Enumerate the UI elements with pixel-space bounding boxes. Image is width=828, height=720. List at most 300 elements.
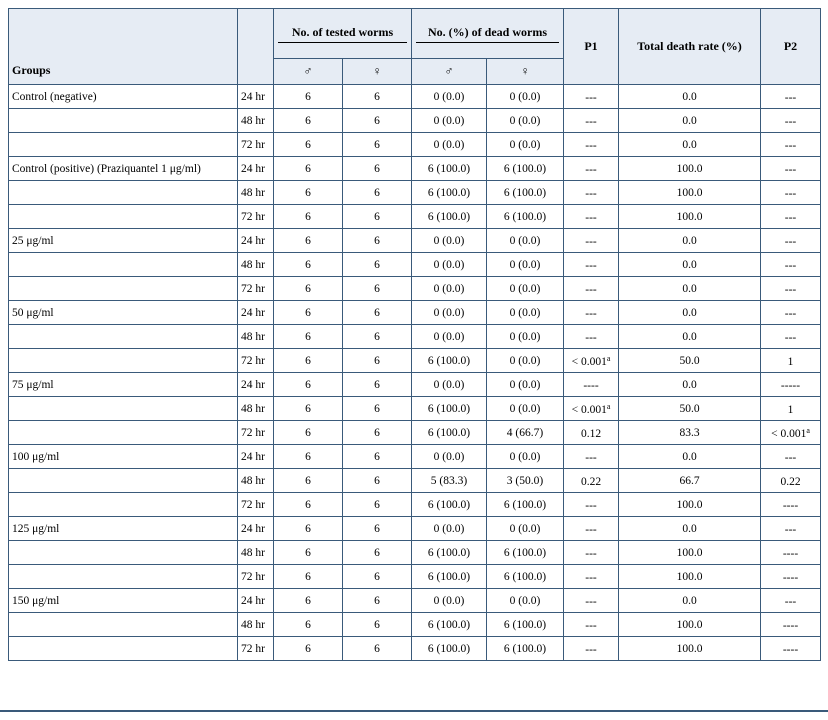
- dead-male-cell-text: 5 (83.3): [430, 474, 468, 487]
- p1-cell: [564, 229, 619, 253]
- total-death-rate-cell-text: 100.0: [676, 570, 703, 583]
- dead-female-cell: [487, 133, 564, 157]
- p2-cell-text: ---: [784, 595, 797, 608]
- bottom-rule: [0, 710, 828, 712]
- dead-male-cell: [412, 493, 487, 517]
- tested-female-cell: [343, 109, 412, 133]
- dead-female-cell-text: 4 (66.7): [506, 426, 544, 439]
- total-death-rate-cell-text: 100.0: [676, 210, 703, 223]
- total-death-rate-cell: [619, 301, 761, 325]
- group-cell-text: 25 μg/ml: [12, 234, 54, 247]
- p1-cell: [564, 325, 619, 349]
- dead-female-cell-text: 0 (0.0): [509, 354, 541, 367]
- total-death-rate-cell: [619, 565, 761, 589]
- tested-female-cell: [343, 277, 412, 301]
- dead-female-cell: [487, 493, 564, 517]
- p1-cell: [564, 565, 619, 589]
- p2-cell: [761, 469, 821, 493]
- dead-male-cell: [412, 445, 487, 469]
- tested-male-cell: [274, 109, 343, 133]
- dead-male-cell-text: 6 (100.0): [427, 642, 471, 655]
- dead-male-cell-text: 6 (100.0): [427, 162, 471, 175]
- p2-cell-text: ---: [784, 283, 797, 296]
- dead-female-cell: [487, 541, 564, 565]
- group-cell: [9, 565, 238, 589]
- dead-male-cell: [412, 301, 487, 325]
- dead-female-cell-text: 0 (0.0): [509, 306, 541, 319]
- p1-cell-text: ---: [585, 139, 597, 152]
- total-death-rate-cell: [619, 589, 761, 613]
- header-time-blank: [238, 9, 274, 85]
- header-dead-worms-label: No. (%) of dead worms: [416, 25, 559, 43]
- p2-cell: [761, 85, 821, 109]
- dead-male-cell: [412, 397, 487, 421]
- tested-male-cell: [274, 373, 343, 397]
- tested-male-cell: [274, 277, 343, 301]
- total-death-rate-cell: [619, 229, 761, 253]
- total-death-rate-cell-text: 100.0: [676, 186, 703, 199]
- table-row: [9, 421, 821, 445]
- tested-male-cell-text: 6: [305, 570, 311, 583]
- table-header: [9, 9, 821, 85]
- total-death-rate-cell: [619, 469, 761, 493]
- total-death-rate-cell-text: 0.0: [682, 450, 697, 463]
- group-cell: [9, 613, 238, 637]
- table-row: [9, 589, 821, 613]
- tested-female-cell: [343, 181, 412, 205]
- table-row: [9, 469, 821, 493]
- dead-male-cell: [412, 469, 487, 493]
- p2-cell: [761, 421, 821, 445]
- tested-male-cell: [274, 637, 343, 661]
- time-cell: [238, 637, 274, 661]
- tested-female-cell-text: 6: [374, 426, 380, 439]
- tested-male-cell: [274, 421, 343, 445]
- time-cell: [238, 565, 274, 589]
- group-cell: [9, 325, 238, 349]
- p1-cell: [564, 445, 619, 469]
- p1-cell: [564, 589, 619, 613]
- p1-cell-text: ---: [585, 211, 597, 224]
- group-cell-text: Control (positive) (Praziquantel 1 μg/ml): [12, 162, 201, 175]
- group-cell: [9, 517, 238, 541]
- tested-female-cell-text: 6: [374, 522, 380, 535]
- p2-cell: [761, 589, 821, 613]
- p2-cell-text: 0.22: [780, 475, 801, 488]
- p2-cell-text: 1: [787, 403, 794, 416]
- tested-male-cell: [274, 181, 343, 205]
- tested-male-cell-text: 6: [305, 234, 311, 247]
- p2-cell-text: ----: [782, 643, 799, 656]
- time-cell-text: 48 hr: [241, 474, 265, 487]
- group-cell: [9, 445, 238, 469]
- group-cell: [9, 373, 238, 397]
- tested-female-cell: [343, 349, 412, 373]
- time-cell-text: 72 hr: [241, 498, 265, 511]
- p1-cell: [564, 109, 619, 133]
- group-cell: [9, 277, 238, 301]
- tested-female-cell: [343, 445, 412, 469]
- tested-male-cell-text: 6: [305, 594, 311, 607]
- tested-female-cell-text: 6: [374, 450, 380, 463]
- dead-male-cell-text: 0 (0.0): [433, 378, 465, 391]
- tested-female-cell: [343, 637, 412, 661]
- dead-female-cell: [487, 301, 564, 325]
- tested-female-cell: [343, 229, 412, 253]
- tested-female-cell-text: 6: [374, 546, 380, 559]
- dead-female-cell: [487, 397, 564, 421]
- tested-female-cell: [343, 421, 412, 445]
- tested-male-cell-text: 6: [305, 90, 311, 103]
- dead-male-cell-text: 6 (100.0): [427, 354, 471, 367]
- p2-cell: [761, 157, 821, 181]
- group-cell-text: 50 μg/ml: [12, 306, 54, 319]
- dead-female-cell-text: 6 (100.0): [503, 570, 547, 583]
- dead-male-cell: [412, 637, 487, 661]
- header-dead-worms: [412, 9, 564, 59]
- p2-cell-text: ---: [784, 523, 797, 536]
- time-cell: [238, 397, 274, 421]
- total-death-rate-cell-text: 83.3: [679, 426, 700, 439]
- dead-male-cell-text: 0 (0.0): [433, 234, 465, 247]
- dead-male-cell-text: 6 (100.0): [427, 210, 471, 223]
- total-death-rate-cell: [619, 493, 761, 517]
- p2-cell: [761, 541, 821, 565]
- dead-male-cell-text: 0 (0.0): [433, 114, 465, 127]
- p1-cell: [564, 373, 619, 397]
- p1-cell: [564, 613, 619, 637]
- tested-male-cell: [274, 253, 343, 277]
- group-cell: [9, 205, 238, 229]
- significance-marker: a: [806, 425, 810, 435]
- time-cell-text: 24 hr: [241, 378, 265, 391]
- p2-cell-text: ---: [784, 91, 797, 104]
- time-cell: [238, 253, 274, 277]
- p2-cell: [761, 493, 821, 517]
- total-death-rate-cell: [619, 541, 761, 565]
- dead-male-cell-text: 6 (100.0): [427, 426, 471, 439]
- dead-female-cell-text: 6 (100.0): [503, 546, 547, 559]
- tested-male-cell: [274, 541, 343, 565]
- table-row: [9, 517, 821, 541]
- time-cell: [238, 85, 274, 109]
- total-death-rate-cell-text: 50.0: [679, 354, 700, 367]
- dead-male-cell: [412, 229, 487, 253]
- p2-cell-text: ---: [784, 259, 797, 272]
- time-cell: [238, 373, 274, 397]
- time-cell: [238, 517, 274, 541]
- dead-male-cell: [412, 565, 487, 589]
- tested-female-cell-text: 6: [374, 498, 380, 511]
- dead-female-cell-text: 0 (0.0): [509, 330, 541, 343]
- dead-female-cell-text: 0 (0.0): [509, 138, 541, 151]
- time-cell-text: 48 hr: [241, 258, 265, 271]
- p2-cell-text: ----: [782, 619, 799, 632]
- group-cell-text: 150 μg/ml: [12, 594, 60, 607]
- table-row: [9, 181, 821, 205]
- tested-male-cell-text: 6: [305, 522, 311, 535]
- p2-cell-text: ---: [784, 331, 797, 344]
- p2-cell: [761, 205, 821, 229]
- group-cell: [9, 133, 238, 157]
- dead-male-cell-text: 0 (0.0): [433, 522, 465, 535]
- dead-female-cell: [487, 85, 564, 109]
- tested-male-cell-text: 6: [305, 114, 311, 127]
- dead-female-cell-text: 0 (0.0): [509, 450, 541, 463]
- time-cell-text: 24 hr: [241, 234, 265, 247]
- p1-cell: [564, 493, 619, 517]
- p1-cell: [564, 277, 619, 301]
- time-cell: [238, 325, 274, 349]
- total-death-rate-cell-text: 0.0: [682, 522, 697, 535]
- tested-female-cell: [343, 397, 412, 421]
- p2-cell-text: ----: [782, 547, 799, 560]
- tested-male-cell-text: 6: [305, 426, 311, 439]
- table-row: [9, 133, 821, 157]
- p2-cell: [761, 445, 821, 469]
- table-row: [9, 397, 821, 421]
- group-cell: [9, 85, 238, 109]
- group-cell: [9, 637, 238, 661]
- table-body: [9, 85, 821, 661]
- p2-cell: [761, 613, 821, 637]
- p1-cell-text: ---: [585, 235, 597, 248]
- time-cell-text: 48 hr: [241, 546, 265, 559]
- dead-female-cell-text: 6 (100.0): [503, 642, 547, 655]
- dead-female-cell-text: 0 (0.0): [509, 234, 541, 247]
- time-cell-text: 72 hr: [241, 426, 265, 439]
- dead-female-cell-text: 0 (0.0): [509, 378, 541, 391]
- group-cell: [9, 109, 238, 133]
- dead-male-cell-text: 0 (0.0): [433, 138, 465, 151]
- dead-female-cell: [487, 373, 564, 397]
- dead-female-cell: [487, 181, 564, 205]
- time-cell: [238, 277, 274, 301]
- p1-cell-text: < 0.001: [571, 355, 607, 368]
- total-death-rate-cell: [619, 253, 761, 277]
- p1-cell-text: ---: [585, 451, 597, 464]
- p2-cell: [761, 517, 821, 541]
- total-death-rate-cell: [619, 109, 761, 133]
- header-p2: P2: [761, 9, 821, 85]
- total-death-rate-cell-text: 100.0: [676, 642, 703, 655]
- p2-cell-text: ----: [782, 499, 799, 512]
- tested-female-cell: [343, 589, 412, 613]
- p1-cell-text: ---: [585, 187, 597, 200]
- tested-female-cell: [343, 85, 412, 109]
- total-death-rate-cell: [619, 637, 761, 661]
- p2-cell-text: ---: [784, 163, 797, 176]
- tested-female-cell-text: 6: [374, 114, 380, 127]
- total-death-rate-cell: [619, 181, 761, 205]
- tested-female-cell: [343, 469, 412, 493]
- total-death-rate-cell-text: 0.0: [682, 378, 697, 391]
- time-cell: [238, 301, 274, 325]
- tested-male-cell: [274, 157, 343, 181]
- tested-female-cell-text: 6: [374, 402, 380, 415]
- time-cell: [238, 205, 274, 229]
- tested-female-cell-text: 6: [374, 258, 380, 271]
- total-death-rate-cell: [619, 397, 761, 421]
- dead-male-cell-text: 6 (100.0): [427, 546, 471, 559]
- total-death-rate-cell: [619, 277, 761, 301]
- dead-male-cell-text: 0 (0.0): [433, 282, 465, 295]
- dead-male-cell: [412, 157, 487, 181]
- header-total-death-rate: Total death rate (%): [619, 9, 761, 85]
- tested-male-cell: [274, 229, 343, 253]
- header-tested-female-icon: ♀: [343, 59, 412, 85]
- tested-male-cell-text: 6: [305, 378, 311, 391]
- tested-male-cell: [274, 205, 343, 229]
- dead-female-cell-text: 0 (0.0): [509, 282, 541, 295]
- tested-female-cell-text: 6: [374, 474, 380, 487]
- tested-female-cell: [343, 613, 412, 637]
- total-death-rate-cell-text: 0.0: [682, 306, 697, 319]
- dead-female-cell-text: 6 (100.0): [503, 210, 547, 223]
- dead-male-cell: [412, 205, 487, 229]
- dead-female-cell: [487, 637, 564, 661]
- dead-female-cell: [487, 517, 564, 541]
- time-cell-text: 24 hr: [241, 90, 265, 103]
- p1-cell-text: ---: [585, 547, 597, 560]
- time-cell-text: 24 hr: [241, 306, 265, 319]
- total-death-rate-cell-text: 0.0: [682, 258, 697, 271]
- tested-female-cell: [343, 205, 412, 229]
- dead-male-cell: [412, 133, 487, 157]
- total-death-rate-cell: [619, 157, 761, 181]
- p1-cell-text: ---: [585, 91, 597, 104]
- p1-cell: [564, 421, 619, 445]
- group-cell: [9, 421, 238, 445]
- header-tested-worms: [274, 9, 412, 59]
- p1-cell-text: ---: [585, 331, 597, 344]
- tested-female-cell: [343, 133, 412, 157]
- time-cell-text: 48 hr: [241, 186, 265, 199]
- table-row: [9, 637, 821, 661]
- total-death-rate-cell: [619, 205, 761, 229]
- tested-female-cell-text: 6: [374, 306, 380, 319]
- time-cell: [238, 589, 274, 613]
- tested-female-cell-text: 6: [374, 594, 380, 607]
- total-death-rate-cell-text: 0.0: [682, 90, 697, 103]
- p2-cell: [761, 133, 821, 157]
- group-cell: [9, 469, 238, 493]
- p1-cell: [564, 637, 619, 661]
- tested-female-cell-text: 6: [374, 234, 380, 247]
- p2-cell-text: ---: [784, 187, 797, 200]
- tested-female-cell: [343, 493, 412, 517]
- dead-female-cell-text: 0 (0.0): [509, 258, 541, 271]
- p1-cell: [564, 157, 619, 181]
- p2-cell-text: 1: [787, 355, 794, 368]
- dead-female-cell: [487, 565, 564, 589]
- dead-male-cell: [412, 541, 487, 565]
- group-cell: [9, 301, 238, 325]
- worm-death-rate-table: [8, 8, 821, 661]
- dead-male-cell: [412, 373, 487, 397]
- header-dead-male-icon: ♂: [412, 59, 487, 85]
- p1-cell-text: ----: [583, 379, 599, 392]
- tested-male-cell: [274, 589, 343, 613]
- tested-female-cell: [343, 157, 412, 181]
- dead-female-cell: [487, 229, 564, 253]
- tested-male-cell: [274, 517, 343, 541]
- header-dead-female-icon: ♀: [487, 59, 564, 85]
- group-cell: [9, 157, 238, 181]
- dead-male-cell: [412, 325, 487, 349]
- tested-male-cell-text: 6: [305, 282, 311, 295]
- dead-female-cell-text: 3 (50.0): [506, 474, 544, 487]
- tested-male-cell-text: 6: [305, 642, 311, 655]
- dead-female-cell: [487, 469, 564, 493]
- dead-male-cell-text: 6 (100.0): [427, 618, 471, 631]
- time-cell: [238, 613, 274, 637]
- tested-male-cell-text: 6: [305, 306, 311, 319]
- time-cell-text: 48 hr: [241, 114, 265, 127]
- dead-male-cell-text: 6 (100.0): [427, 498, 471, 511]
- dead-male-cell-text: 6 (100.0): [427, 402, 471, 415]
- time-cell: [238, 349, 274, 373]
- dead-female-cell-text: 0 (0.0): [509, 522, 541, 535]
- total-death-rate-cell: [619, 325, 761, 349]
- time-cell: [238, 181, 274, 205]
- p2-cell: [761, 253, 821, 277]
- table-row: [9, 349, 821, 373]
- tested-male-cell-text: 6: [305, 498, 311, 511]
- p1-cell: [564, 253, 619, 277]
- tested-male-cell-text: 6: [305, 450, 311, 463]
- tested-female-cell-text: 6: [374, 378, 380, 391]
- p2-cell: [761, 277, 821, 301]
- p2-cell: [761, 565, 821, 589]
- group-cell-text: Control (negative): [12, 90, 97, 103]
- dead-male-cell-text: 6 (100.0): [427, 186, 471, 199]
- tested-female-cell: [343, 325, 412, 349]
- time-cell-text: 24 hr: [241, 522, 265, 535]
- tested-female-cell-text: 6: [374, 138, 380, 151]
- time-cell-text: 72 hr: [241, 282, 265, 295]
- p1-cell-text: ---: [585, 571, 597, 584]
- dead-female-cell: [487, 205, 564, 229]
- dead-female-cell: [487, 253, 564, 277]
- group-cell: [9, 493, 238, 517]
- tested-male-cell: [274, 349, 343, 373]
- tested-male-cell-text: 6: [305, 402, 311, 415]
- p2-cell: [761, 181, 821, 205]
- dead-female-cell: [487, 109, 564, 133]
- p1-cell-text: 0.22: [580, 475, 602, 488]
- time-cell-text: 72 hr: [241, 210, 265, 223]
- p1-cell-text: ---: [585, 643, 597, 656]
- p1-cell-text: ---: [585, 163, 597, 176]
- table-row: [9, 157, 821, 181]
- total-death-rate-cell-text: 0.0: [682, 138, 697, 151]
- dead-male-cell: [412, 85, 487, 109]
- p1-cell: [564, 181, 619, 205]
- tested-male-cell: [274, 469, 343, 493]
- dead-female-cell: [487, 349, 564, 373]
- dead-female-cell-text: 6 (100.0): [503, 618, 547, 631]
- total-death-rate-cell-text: 100.0: [676, 546, 703, 559]
- tested-male-cell-text: 6: [305, 330, 311, 343]
- total-death-rate-cell: [619, 349, 761, 373]
- dead-female-cell-text: 6 (100.0): [503, 498, 547, 511]
- total-death-rate-cell-text: 66.7: [679, 474, 700, 487]
- time-cell-text: 72 hr: [241, 570, 265, 583]
- p2-cell: [761, 229, 821, 253]
- dead-male-cell: [412, 109, 487, 133]
- tested-male-cell-text: 6: [305, 162, 311, 175]
